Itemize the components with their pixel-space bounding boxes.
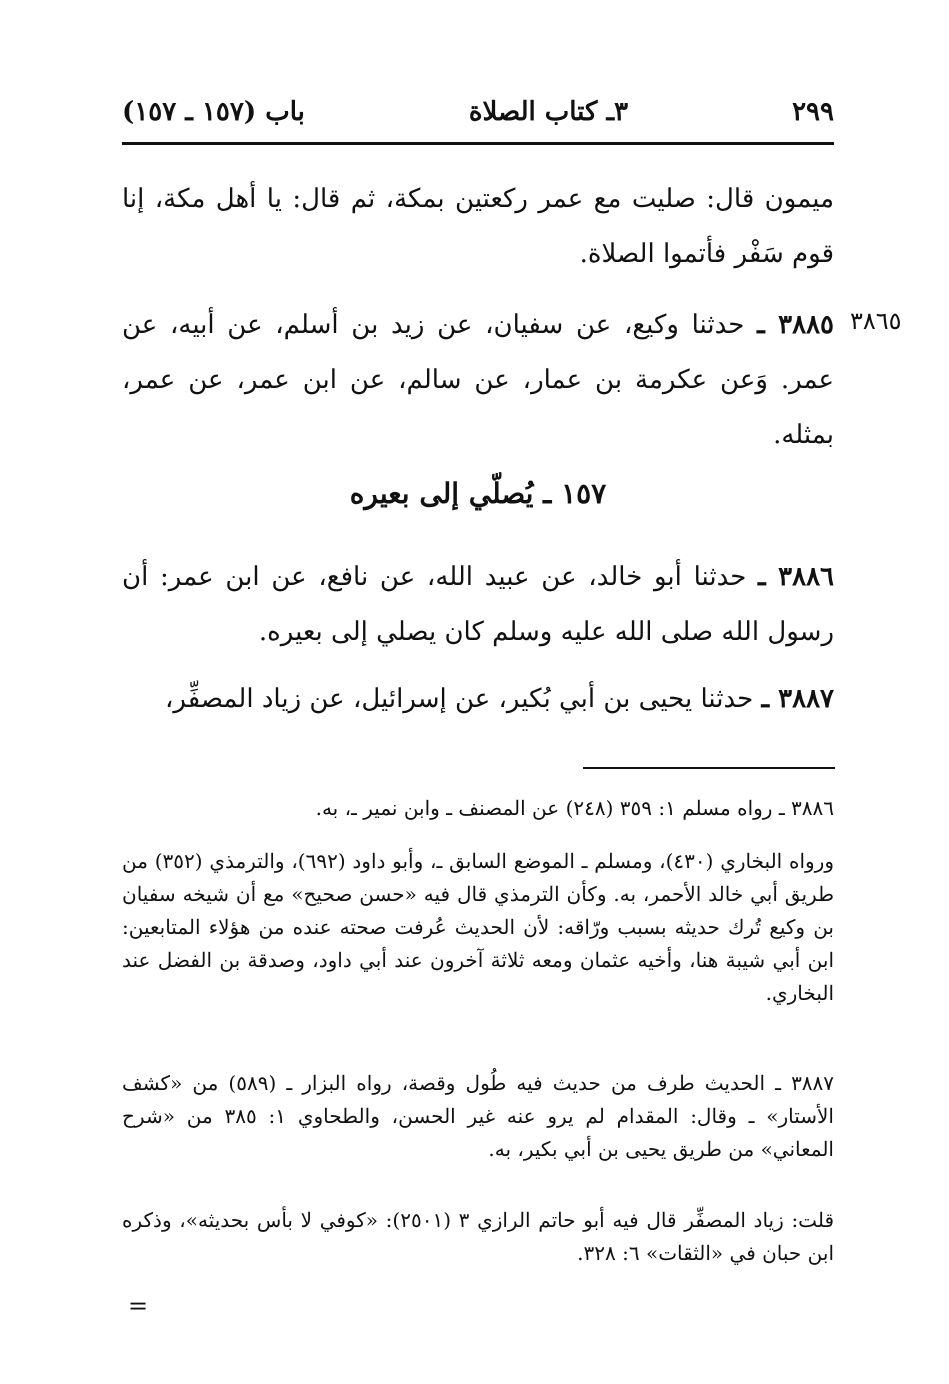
- header-rule: [122, 142, 834, 145]
- page-number: ٢٩٩: [792, 97, 834, 127]
- footnote-number: ٣٨٨٧ ـ: [775, 1071, 835, 1095]
- section-heading: ١٥٧ ـ يُصلّي إلى بعيره: [349, 477, 607, 510]
- hadith-text: حدثنا وكيع، عن سفيان، عن زيد بن أسلم، عن أبيه، عن عمر. وَعن عكرمة بن عمار، عن سالم، عن ابن عمر، عن عمر، بمثله.: [122, 310, 834, 450]
- hadith-3885: [122, 298, 834, 463]
- margin-number: ٣٨٦٥: [850, 307, 902, 335]
- hadith-number: ٣٨٨٥ ـ: [757, 310, 835, 340]
- footnote-rule: [583, 767, 835, 769]
- footnote-number: ٣٨٨٦ ـ: [778, 796, 834, 820]
- hadith-number: ٣٨٨٦ ـ: [758, 562, 835, 592]
- book-title: ٣ـ كتاب الصلاة: [468, 97, 629, 127]
- paragraph-continuation: [122, 172, 834, 282]
- footnote-text: رواه مسلم ١: ٣٥٩ (٢٤٨) عن المصنف ـ وابن نمير ـ، به.: [315, 796, 773, 820]
- section-range: باب (١٥٧ ـ ١٥٧): [122, 97, 305, 127]
- page-header: [122, 92, 834, 132]
- footnote-3886: [122, 792, 834, 825]
- hadith-number: ٣٨٨٧ ـ: [761, 684, 834, 714]
- hadith-3887: [122, 672, 834, 727]
- hadith-text: حدثنا أبو خالد، عن عبيد الله، عن نافع، عن ابن عمر: أن رسول الله صلى الله عليه وسلم كان يصلي إلى بعيره.: [122, 562, 834, 647]
- hadith-text: حدثنا يحيى بن أبي بُكير، عن إسرائيل، عن زياد المصفِّر،: [164, 684, 754, 714]
- paragraph-text: ميمون قال: صليت مع عمر ركعتين بمكة، ثم قال: يا أهل مكة، إنا قوم سَفْر فأتموا الصلاة.: [122, 184, 834, 269]
- footnote-3886-cont: [122, 845, 834, 1010]
- footnote-3887: [122, 1067, 834, 1166]
- footnote-text: الحديث طرف من حديث فيه طُول وقصة، رواه البزار ـ (٥٨٩) من «كشف الأستار» ـ وقال: المقدام لم يرو عنه غير الحسن، والطحاوي ١: ٣٨٥ من «شرح المعاني» من طريق يحيى بن أبي بكير، به.: [122, 1071, 834, 1161]
- footnote-text: قلت: زياد المصفِّر قال فيه أبو حاتم الرازي ٣ (٢٥٠١): «كوفي لا بأس بحديثه»، وذكره ابن حبان في «الثقات» ٦: ٣٢٨.: [122, 1208, 834, 1265]
- footnote-text: ورواه البخاري (٤٣٠)، ومسلم ـ الموضع السابق ـ، وأبو داود (٦٩٢)، والترمذي (٣٥٢) من طريق أبي خالد الأحمر، به. وكأن الترمذي قال فيه «حسن صحيح» مع أن شيخه سفيان بن وكيع تُرك حديثه بسبب ورّاقه: لأن الحديث عُرفت صحته عنده من هؤلاء المتابعين: ابن أبي شيبة هنا، وأخيه عثمان ومعه ثلاثة آخرون عند أبي داود، وصدقة بن الفضل عند البخاري.: [122, 849, 834, 1005]
- footnote-3887-note: [122, 1204, 834, 1270]
- continuation-mark: =: [128, 1292, 149, 1320]
- hadith-3886: [122, 550, 834, 660]
